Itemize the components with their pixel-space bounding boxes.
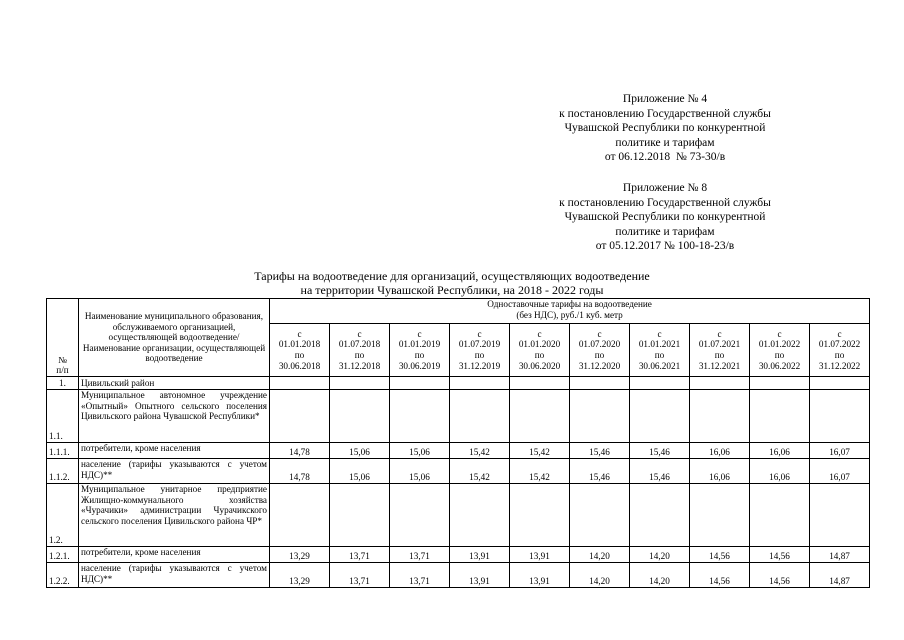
row-name: население (тарифы указываются с учетом НДС)** <box>79 459 270 484</box>
tariff-value <box>810 377 870 390</box>
appendix-8-header <box>520 181 810 254</box>
tariff-value <box>390 390 450 443</box>
period-to: 30.06.2019 <box>398 360 441 371</box>
row-number: 1. <box>47 377 79 390</box>
tariff-value: 15,06 <box>330 443 390 459</box>
period-from: 01.01.2019 <box>398 339 441 350</box>
tariff-value: 16,07 <box>810 459 870 484</box>
document-title-line-2: на территории Чувашской Республики, на 2018 - 2022 годы <box>300 283 604 297</box>
period-to: 30.06.2020 <box>518 360 561 371</box>
period-from: 01.07.2020 <box>578 339 621 350</box>
period-header <box>630 324 690 377</box>
tariff-value: 14,87 <box>810 547 870 563</box>
tariff-value: 14,20 <box>630 563 690 588</box>
period-from-word: с <box>717 328 722 339</box>
tariff-value: 14,78 <box>270 459 330 484</box>
period-from: 01.07.2021 <box>698 339 741 350</box>
row-number: 1.2.1. <box>47 547 79 563</box>
appendix-4-line: от 06.12.2018 № 73-30/в <box>604 151 726 164</box>
row-name: потребители, кроме населения <box>79 547 270 563</box>
tariff-value: 14,78 <box>270 443 330 459</box>
period-header <box>570 324 630 377</box>
row-name: Цивильский район <box>79 377 270 390</box>
tariff-value: 13,91 <box>510 547 570 563</box>
appendix-4-header <box>520 92 810 165</box>
period-to: 31.12.2022 <box>818 360 861 371</box>
tariff-value: 16,06 <box>690 459 750 484</box>
tariff-value: 13,71 <box>390 547 450 563</box>
tariff-value <box>630 390 690 443</box>
period-from: 01.07.2019 <box>458 339 501 350</box>
period-from-word: с <box>657 328 662 339</box>
period-to: 30.06.2021 <box>638 360 681 371</box>
tariff-value <box>270 484 330 547</box>
period-header <box>330 324 390 377</box>
tariff-value: 14,56 <box>750 563 810 588</box>
row-number: 1.1.2. <box>47 459 79 484</box>
appendix-8-line: политике и тарифам <box>615 225 715 238</box>
tariff-value: 14,56 <box>690 563 750 588</box>
tariff-value <box>450 390 510 443</box>
period-to-word: по <box>654 350 665 360</box>
period-to-word: по <box>594 350 605 360</box>
tariff-value: 15,46 <box>570 459 630 484</box>
tariff-value <box>330 390 390 443</box>
tariff-value: 15,46 <box>630 459 690 484</box>
row-number: 1.2.2. <box>47 563 79 588</box>
period-header <box>750 324 810 377</box>
document-title <box>150 269 754 297</box>
tariff-value <box>690 390 750 443</box>
table-row <box>47 484 870 547</box>
tariff-value: 16,06 <box>750 443 810 459</box>
tariff-value <box>270 390 330 443</box>
period-to-word: по <box>714 350 725 360</box>
tariff-value: 16,06 <box>690 443 750 459</box>
period-to: 30.06.2022 <box>758 360 801 371</box>
period-header <box>690 324 750 377</box>
tariff-value: 15,42 <box>450 459 510 484</box>
tariff-value <box>570 390 630 443</box>
tariffs-table <box>46 298 870 588</box>
tariff-value <box>630 484 690 547</box>
period-to: 31.12.2018 <box>338 360 381 371</box>
row-number: 1.1.1. <box>47 443 79 459</box>
period-to: 31.12.2021 <box>698 360 741 371</box>
tariff-value: 13,91 <box>450 563 510 588</box>
row-name: потребители, кроме населения <box>79 443 270 459</box>
period-from: 01.01.2022 <box>758 339 801 350</box>
tariff-value: 15,06 <box>390 459 450 484</box>
period-header <box>810 324 870 377</box>
row-number: 1.1. <box>47 390 79 443</box>
period-header <box>510 324 570 377</box>
tariff-value: 15,42 <box>450 443 510 459</box>
tariff-value <box>510 377 570 390</box>
tariff-value <box>810 390 870 443</box>
appendix-4-line: к постановлению Государственной службы <box>559 107 771 120</box>
column-group-header-line-2: (без НДС), руб./1 куб. метр <box>516 309 623 320</box>
table-row <box>47 390 870 443</box>
tariff-value: 15,46 <box>570 443 630 459</box>
tariff-value: 14,20 <box>570 563 630 588</box>
period-from-word: с <box>297 328 302 339</box>
period-from-word: с <box>537 328 542 339</box>
document-title-line-1: Тарифы на водоотведение для организаций, осуществляющих водоотведение <box>254 269 650 283</box>
appendix-4-line: Чувашской Республики по конкурентной <box>564 122 766 135</box>
tariff-value <box>510 484 570 547</box>
row-name: Муниципальное унитарное предприятие Жилищно-коммунального хозяйства «Чурачики» администрации Чурачикского сельского поселения Цивильского района ЧР* <box>79 484 270 547</box>
tariff-value: 13,91 <box>450 547 510 563</box>
period-from: 01.01.2018 <box>278 339 321 350</box>
period-header <box>390 324 450 377</box>
table-row <box>47 377 870 390</box>
period-to: 30.06.2018 <box>278 360 321 371</box>
tariff-value <box>810 484 870 547</box>
period-header <box>270 324 330 377</box>
period-header <box>450 324 510 377</box>
period-to-word: по <box>834 350 845 360</box>
period-from: 01.07.2018 <box>338 339 381 350</box>
tariff-value: 13,71 <box>390 563 450 588</box>
table-row <box>47 443 870 459</box>
tariff-value <box>570 484 630 547</box>
appendix-8-line: Чувашской Республики по конкурентной <box>564 211 766 224</box>
period-to-word: по <box>414 350 425 360</box>
appendix-8-line: Приложение № 8 <box>622 182 708 194</box>
tariff-value: 14,56 <box>750 547 810 563</box>
period-to-word: по <box>474 350 485 360</box>
period-to-word: по <box>774 350 785 360</box>
appendix-8-line: к постановлению Государственной службы <box>559 196 771 209</box>
tariff-value: 13,91 <box>510 563 570 588</box>
table-row <box>47 547 870 563</box>
tariff-value: 15,46 <box>630 443 690 459</box>
row-number: 1.2. <box>47 484 79 547</box>
period-to-word: по <box>294 350 305 360</box>
period-from-word: с <box>597 328 602 339</box>
tariff-value: 15,42 <box>510 443 570 459</box>
tariff-value: 16,07 <box>810 443 870 459</box>
column-header-name: Наименование муниципального образования, обслуживаемого организацией, осуществляющей водоотведение/ Наименование организации, осуществляющей водоотведение <box>79 299 270 377</box>
period-to: 31.12.2019 <box>458 360 501 371</box>
tariff-value <box>690 484 750 547</box>
tariff-value: 13,29 <box>270 563 330 588</box>
appendix-8-line: от 05.12.2017 № 100-18-23/в <box>595 240 735 253</box>
period-from-word: с <box>837 328 842 339</box>
tariff-value: 14,56 <box>690 547 750 563</box>
tariff-value <box>510 390 570 443</box>
period-to-word: по <box>354 350 365 360</box>
tariff-value: 16,06 <box>750 459 810 484</box>
tariff-value <box>330 484 390 547</box>
tariff-value <box>750 377 810 390</box>
tariff-value: 14,20 <box>570 547 630 563</box>
tariff-value <box>630 377 690 390</box>
period-from-word: с <box>777 328 782 339</box>
column-header-number: № п/п <box>47 299 79 377</box>
tariff-value <box>690 377 750 390</box>
period-from-word: с <box>417 328 422 339</box>
row-name: население (тарифы указываются с учетом НДС)** <box>79 563 270 588</box>
period-from: 01.07.2022 <box>818 339 861 350</box>
tariff-value: 14,87 <box>810 563 870 588</box>
period-from-word: с <box>477 328 482 339</box>
period-to-word: по <box>534 350 545 360</box>
tariff-value: 13,29 <box>270 547 330 563</box>
table-row <box>47 459 870 484</box>
tariff-value: 15,06 <box>390 443 450 459</box>
tariff-value <box>450 484 510 547</box>
tariff-value: 15,06 <box>330 459 390 484</box>
period-from: 01.01.2021 <box>638 339 681 350</box>
tariff-value <box>570 377 630 390</box>
period-to: 31.12.2020 <box>578 360 621 371</box>
tariff-value <box>390 484 450 547</box>
tariff-value: 13,71 <box>330 563 390 588</box>
column-group-header-line-1: Одноставочные тарифы на водоотведение <box>487 299 652 309</box>
appendix-4-line: Приложение № 4 <box>622 93 708 105</box>
tariff-value <box>750 484 810 547</box>
table-header-row <box>47 299 870 324</box>
tariff-value <box>450 377 510 390</box>
tariff-value <box>270 377 330 390</box>
row-name: Муниципальное автономное учреждение «Опытный» Опытного сельского поселения Цивильского района Чувашской Республики* <box>79 390 270 443</box>
tariff-value <box>390 377 450 390</box>
tariff-value <box>750 390 810 443</box>
tariff-value: 13,71 <box>330 547 390 563</box>
column-group-header <box>270 299 870 324</box>
tariff-value: 14,20 <box>630 547 690 563</box>
table-body <box>47 377 870 588</box>
table-row <box>47 563 870 588</box>
appendix-4-line: политике и тарифам <box>615 136 715 149</box>
period-from-word: с <box>357 328 362 339</box>
tariff-value: 15,42 <box>510 459 570 484</box>
tariff-value <box>330 377 390 390</box>
period-from: 01.01.2020 <box>518 339 561 350</box>
